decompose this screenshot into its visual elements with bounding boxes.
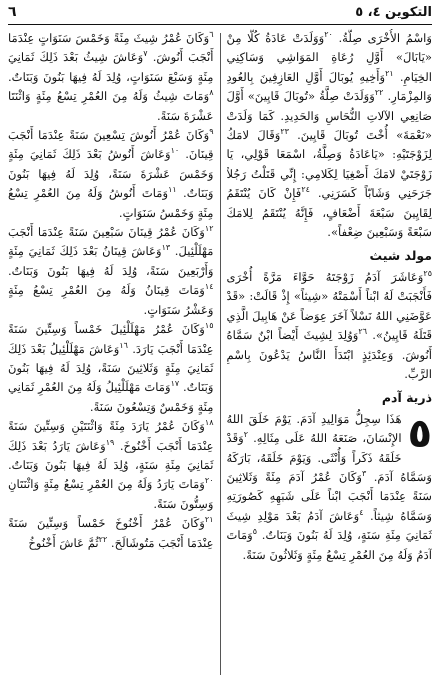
paragraph: $^{١٨}$وَكَانَ عُمْرُ يَارَدَ مِئَةً وَاثْنَتَيْنِ وَسِتِّينَ سَنَةً عِنْدَمَا أَنْجَبَ أَخْنُوخَ. $^{١٩}$وَعَاشَ يَارَدُ بَعْدَ ذَلِكَ ثَمَانِيَ مِئَةِ سَنَةٍ، وُلِدَ لَهُ فِيهَا بَنُونَ وَبَنَاتٌ. $^{٢٠}$وَمَاتَ يَارَدُ وَلَهُ مِنَ العُمْرِ تِسْعُ مِئَةٍ وَاثْنَتَانِ وَسِتُّونَ سَنَةً. xyxy=(8,418,214,511)
verse-number: ٢٣ xyxy=(280,127,289,137)
verse-number: ١٠ xyxy=(170,146,180,156)
verse-number: ١٨ xyxy=(204,418,214,428)
paragraph: $^{١٢}$وَكَانَ عُمْرُ قِينَانَ سَبْعِينَ سَنَةً عِنْدَمَا أَنْجَبَ مَهْلَلْئِيلَ. $^{١٣}$وَعَاشَ قِينَانُ بَعْدَ ذَلِكَ ثَمَانِيَ مِئَةٍ وَأَرْبَعِينَ سَنَةً، وُلِدَ لَهُ فِيهَا بَنُونَ وَبَنَاتٌ. $^{١٤}$وَمَاتَ قِينَانُ وَلَهُ مِنَ العُمْرِ تِسْعُ مِئَةٍ وَعَشْرُ سَنَوَاتٍ. xyxy=(8,224,214,317)
verse-number: ٢٠ xyxy=(324,30,333,40)
verse-number: ٢٢ xyxy=(98,534,108,544)
section-heading: ذرية آدم xyxy=(381,390,432,406)
paragraph: $^{١٥}$وَكَانَ عُمْرُ مَهْلَلْئِيلَ خَمْساً وَسِتِّينَ سَنَةً عِنْدَمَا أَنْجَبَ يَارَدَ. $^{١٦}$وَعَاشَ مَهْلَلْئِيلُ بَعْدَ ذَلِكَ ثَمَانِيَ مِئَةٍ وَثَلاثِينَ سَنَةً، وُلِدَ لَهُ فِيهَا بَنُونَ وَبَنَاتٌ. $^{١٧}$وَمَاتَ مَهْلَلْئِيلُ وَلَهُ مِنَ العُمْرِ ثَمَانِي مِئَةٍ وَخَمْسٌ وَتِسْعُونَ سَنَةً. xyxy=(8,321,214,414)
chapter-number: ٥ xyxy=(407,410,432,457)
verse-number: ٦ xyxy=(209,30,214,40)
verse-number: ١٦ xyxy=(119,340,128,350)
verse-number: ١١ xyxy=(168,185,177,195)
verse-number: ٢١ xyxy=(385,68,394,78)
verse-number: ١٩ xyxy=(105,437,115,447)
running-title: التكوين ٤، ٥ xyxy=(355,4,432,20)
verse-number: ٤ xyxy=(359,507,364,517)
paragraph: $^{٢١}$وَكَانَ عُمْرُ أَخْنُوخَ خَمْساً وَسِتِّينَ سَنَةً عِنْدَمَا أَنْجَبَ مَتُوشَالَحَ. $^{٢٢}$ثُمَّ عَاشَ أَخْنُوخُ xyxy=(8,515,214,550)
verse-number: ٩ xyxy=(209,127,214,137)
column-divider xyxy=(220,33,221,675)
verse-number: ٢١ xyxy=(204,515,214,525)
verse-number: ٢٢ xyxy=(374,88,384,98)
verse-number: ٥ xyxy=(252,527,258,537)
paragraph: $^٦$وَكَانَ عُمْرُ شِيثَ مِئَةً وَخَمْسَ سَنَوَاتٍ عِنْدَمَا أَنْجَبَ أَنُوشَ. $^٧$وَعَاشَ شِيثُ بَعْدَ ذَلِكَ ثَمَانِيَ مِئَةٍ وَسَبْعَ سَنَوَاتٍ، وُلِدَ لَهُ فِيهَا بَنُونَ وَبَنَاتٌ. $^٨$وَمَاتَ شِيثُ وَلَهُ مِنَ العُمْرِ تِسْعُ مِئَةٍ وَاثْنَتَا عَشْرَةَ سَنَةً. xyxy=(8,30,214,123)
paragraph: وَاسْمُ الأُخْرَى صِلَّةُ. $^{٢٠}$وَوَلَدَتْ عَادَةُ كُلًّا مِنْ «يَابَالَ» أَوَّلِ رُعَاةِ المَوَاشِي وَسَاكِنِي الخِيَامِ. $^{٢١}$وَأَخِيهِ يُوبَالَ أَوَّلِ العَازِفِينَ بِالعُودِ وَالمِزْمَارِ. $^{٢٢}$وَوَلَدَتْ صِلَّةُ «تُوبَالَ قَايِينَ» أَوَّلَ صَانِعِي الآلاتِ النُّحَاسِ وَالحَدِيدِ. كَمَا وَلَدَتْ «نَعْمَةَ» أُخْتَ تُوبَالَ قَايِينَ. $^{٢٣}$وَقَالَ لامَكُ لِزَوْجَتَيْهِ: «يَاعَادَةُ وَصِلَّةُ، اسْمَعَا قَوْلِي، يَا زَوْجَتَيْ لامَكَ أَصْغِيَا لِكَلامِي: إِنِّي قَتَلْتُ رَجُلاً جَرَحَنِي وَشَابّاً كَسَرَنِي. $^{٢٤}$فَإِنْ كَانَ يُنْتَقَمُ لِقَايِينَ سَبْعَةَ أَضْعَافٍ، فَإِنَّهُ يُنْتَقَمُ لِلامَكَ سَبْعَةً وَسَبْعِينَ ضِعْفاً». xyxy=(226,30,432,240)
verse-number: ٧ xyxy=(143,49,148,59)
left-column xyxy=(8,29,214,679)
verse-number: ٢٦ xyxy=(358,327,367,337)
verse-number: ٣ xyxy=(362,469,367,479)
verse-number: ١٤ xyxy=(204,282,214,292)
verse-number: ١٣ xyxy=(161,243,171,253)
page-number: ٦ xyxy=(8,4,17,20)
section-heading: مولد شيث xyxy=(369,248,432,264)
verse-number: ١٧ xyxy=(170,379,180,389)
text-columns xyxy=(8,29,432,679)
paragraph: $^{٢٥}$وَعَاشَرَ آدَمُ زَوْجَتَهُ حَوَّاءَ مَرَّةً أُخْرَى فَأَنْجَبَتْ لَهُ ابْناً أَسْمَتْهُ «شِيثاً» إِذْ قَالَتْ: «قَدْ عَوَّضَنِي اللهُ نَسْلاً آخَرَ عِوَضاً عَنْ هَابِيلَ الَّذِي قَتَلَهُ قَايِينُ». $^{٢٦}$وَوُلِدَ لِشِيثَ أَيْضاً ابْنٌ سَمَّاهُ أَنُوشَ. وَعِنْدَئِذٍ ابْتَدَأَ النَّاسُ يَدْعُونَ بِاسْمِ الرَّبِّ. xyxy=(226,269,432,381)
verse-number: ٢٥ xyxy=(423,269,432,279)
paragraph: ٥ هَذَا سِجِلُّ مَوَالِيدِ آدَمَ. يَوْمَ خَلَقَ اللهُ الإِنْسَانَ، صَنَعَهُ اللهُ عَلَى مِثَالِهِ. $^٢$وَقَدْ خَلَقَهُ ذَكَراً وَأُنْثَى. وَيَوْمَ خَلَقَهُ، بَارَكَهُ وَسَمَّاهُ آدَمَ. $^٣$وَكَانَ عُمْرُ آدَمَ مِئَةً وَثَلاثِينَ سَنَةً عِنْدَمَا أَنْجَبَ ابْناً عَلَى شَبَهِهِ كَصُورَتِهِ وَسَمَّاهُ شِيثاً. $^٤$وَعَاشَ آدَمُ بَعْدَ مَوْلِدِ شِيثَ ثَمَانِيَ مِئَةِ سَنَةٍ، وُلِدَ لَهُ بَنُونَ وَبَنَاتٌ. $^٥$وَمَاتَ آدَمُ وَلَهُ مِنَ العُمْرِ تِسْعُ مِئَةٍ وَثَلاثُونَ سَنَةً. xyxy=(226,410,432,562)
verse-number: ٢٤ xyxy=(301,185,310,195)
verse-number: ٨ xyxy=(209,88,214,98)
verse-number: ١٢ xyxy=(204,224,214,234)
paragraph: $^٩$وَكَانَ عُمْرُ أَنُوشَ تِسْعِينَ سَنَةً عِنْدَمَا أَنْجَبَ قِينَانَ. $^{١٠}$وَعَاشَ أَنُوشُ بَعْدَ ذَلِكَ ثَمَانِيَ مِئَةٍ وَخَمْسَ عَشْرَةَ سَنَةً، وُلِدَ لَهُ فِيهَا بَنُونَ وَبَنَاتٌ. $^{١١}$وَمَاتَ أَنُوشُ وَلَهُ مِنَ العُمْرِ تِسْعُ مِئَةٍ وَخَمْسُ سَنَوَاتٍ. xyxy=(8,127,214,220)
verse-number: ٢ xyxy=(243,430,249,440)
right-column xyxy=(227,29,433,679)
verse-number: ٢٠ xyxy=(204,476,214,486)
verse-number: ١٥ xyxy=(204,321,214,331)
page-header xyxy=(8,0,432,25)
